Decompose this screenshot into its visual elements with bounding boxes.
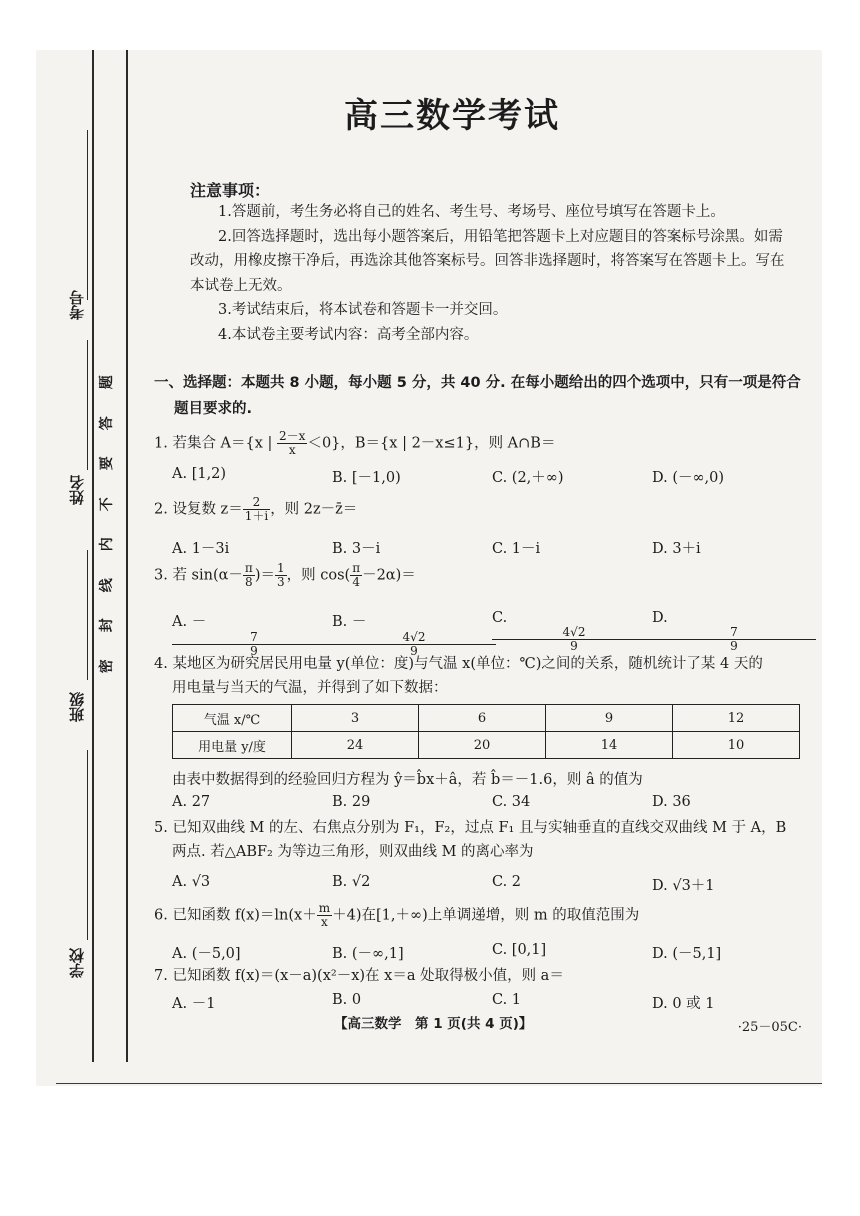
option-den: 9 bbox=[730, 639, 738, 653]
option: B. 3－i bbox=[332, 541, 381, 557]
xuexiao-blank bbox=[87, 750, 88, 940]
seal-char: 不 bbox=[98, 496, 115, 511]
bottom-rule bbox=[56, 1083, 822, 1084]
option-num: 7 bbox=[172, 631, 336, 645]
seal-char: 题 bbox=[98, 375, 115, 390]
banji-label: 班级 bbox=[68, 692, 86, 722]
q5-options bbox=[172, 874, 812, 895]
xuexiao-label: 学校 bbox=[68, 948, 86, 978]
q4-line: 4. 某地区为研究居民用电量 y(单位：度)与气温 x(单位：℃)之间的关系，随机统计了某 4 天的 bbox=[154, 656, 763, 672]
q5-line: 两点. 若△ABF₂ 为等边三角形，则双曲线 M 的离心率为 bbox=[172, 844, 534, 860]
xingming-blank bbox=[87, 340, 88, 470]
q3-num1: π bbox=[244, 561, 253, 575]
option: C. 34 bbox=[492, 794, 531, 810]
q6-fraction bbox=[317, 902, 332, 929]
question-7: 7. 已知函数 f(x)＝(x－a)(x²－x)在 x＝a 处取得极小值，则 a＝ bbox=[154, 968, 564, 984]
option-sign: C. bbox=[492, 610, 508, 626]
kaohao-label: 考号 bbox=[68, 290, 86, 320]
option bbox=[652, 610, 812, 658]
q3-mid: )＝ bbox=[254, 567, 275, 584]
seal-char: 内 bbox=[98, 537, 115, 552]
option: B. 29 bbox=[332, 794, 371, 810]
option-num: 4√2 bbox=[492, 626, 656, 640]
q2-post: ，则 2z－z̄＝ bbox=[270, 501, 358, 518]
table-cell: 24 bbox=[292, 732, 419, 759]
q3-den2: 3 bbox=[276, 575, 285, 589]
table-cell: 用电量 y/度 bbox=[173, 732, 292, 759]
notice-item: 1.答题前，考生务必将自己的姓名、考生号、考场号、座位号填写在答题卡上。 bbox=[218, 204, 725, 220]
option: A. [1,2) bbox=[172, 466, 227, 482]
option-fraction bbox=[492, 626, 652, 653]
option: D. 0 或 1 bbox=[652, 996, 715, 1012]
option: B. √2 bbox=[332, 874, 371, 890]
kaohao-blank bbox=[87, 130, 88, 300]
seal-line-text bbox=[98, 362, 126, 686]
margin-line-outer bbox=[92, 50, 94, 1062]
q3-num2: 1 bbox=[276, 561, 285, 575]
seal-char: 答 bbox=[98, 415, 115, 430]
q2-pre: 2. 设复数 z＝ bbox=[154, 501, 243, 518]
option: B. (－∞,1] bbox=[332, 946, 404, 962]
section-heading-line: 题目要求的. bbox=[174, 401, 253, 417]
q1-set-pre: {x | bbox=[245, 435, 273, 452]
question-2 bbox=[154, 496, 814, 523]
option-num: 4√2 bbox=[332, 631, 496, 645]
option bbox=[332, 610, 492, 658]
q3-post: －2α)＝ bbox=[362, 567, 416, 584]
notice-list bbox=[190, 200, 790, 347]
q3-den1: 8 bbox=[245, 575, 253, 589]
table-cell: 14 bbox=[546, 732, 673, 759]
option-sign: D. bbox=[652, 610, 668, 626]
option: A. (－5,0] bbox=[172, 946, 241, 962]
page-title: 高三数学考试 bbox=[344, 96, 560, 136]
q5-line: 5. 已知双曲线 M 的左、右焦点分别为 F₁，F₂，过点 F₁ 且与实轴垂直的直线交双曲线 M 于 A，B bbox=[154, 820, 787, 836]
q3-frac3 bbox=[350, 562, 362, 589]
option: C. 1－i bbox=[492, 541, 541, 557]
q1-post: ＜0}，B＝{x | 2－x≤1}，则 A∩B＝ bbox=[307, 435, 556, 452]
q3-den3: 4 bbox=[352, 575, 360, 589]
xingming-label: 姓名 bbox=[68, 475, 86, 505]
q6-pre: 6. 已知函数 f(x)＝ln(x＋ bbox=[154, 907, 317, 924]
q4-line: 由表中数据得到的经验回归方程为 ŷ＝b̂x＋â，若 b̂＝－1.6，则 â 的值为 bbox=[172, 772, 643, 788]
option-den: 9 bbox=[570, 639, 578, 653]
margin-line-inner bbox=[126, 50, 128, 1062]
q4-options bbox=[172, 794, 812, 810]
option bbox=[492, 610, 652, 658]
notice-item: 2.回答选择题时，选出每小题答案后，用铅笔把答题卡上对应题目的答案标号涂黑。如需改动，用橡皮擦干净后，再选涂其他答案标号。回答非选择题时，将答案写在答题卡上。写在本试卷上无效。 bbox=[190, 228, 785, 294]
q3-frac1 bbox=[243, 562, 255, 589]
table-cell: 9 bbox=[546, 705, 673, 732]
option: C. 1 bbox=[492, 992, 522, 1008]
option: A. 27 bbox=[172, 794, 211, 810]
option-sign: A. － bbox=[172, 614, 207, 630]
q1-pre: 1. 若集合 A＝ bbox=[154, 435, 246, 452]
q6-post: ＋4)在[1,＋∞)上单调递增，则 m 的取值范围为 bbox=[332, 907, 640, 924]
q3-mid2: ，则 cos( bbox=[286, 567, 351, 584]
table-row bbox=[173, 705, 800, 732]
q3-frac2 bbox=[275, 562, 287, 589]
option: A. √3 bbox=[172, 874, 211, 890]
q6-num: m bbox=[318, 901, 331, 915]
table-cell: 12 bbox=[673, 705, 800, 732]
q3-options bbox=[172, 610, 812, 658]
q1-options bbox=[172, 466, 812, 487]
table-cell: 10 bbox=[673, 732, 800, 759]
q3-pre: 3. 若 sin(α－ bbox=[154, 567, 243, 584]
option: C. [0,1] bbox=[492, 942, 547, 958]
table-row bbox=[173, 732, 800, 759]
exam-code: ·25－05C· bbox=[737, 1020, 802, 1035]
banji-blank bbox=[87, 550, 88, 680]
option-fraction bbox=[652, 626, 812, 653]
question-4 bbox=[154, 652, 814, 700]
option: D. (－5,1] bbox=[652, 946, 722, 962]
option-sign: B. － bbox=[332, 614, 367, 630]
option: C. 2 bbox=[492, 874, 522, 890]
seal-char: 要 bbox=[98, 456, 115, 471]
option-den: 9 bbox=[250, 644, 258, 658]
section-heading bbox=[154, 370, 814, 422]
option: B. [－1,0) bbox=[332, 470, 401, 486]
exam-sheet bbox=[36, 50, 822, 1086]
question-5 bbox=[154, 816, 814, 864]
option: D. 36 bbox=[652, 794, 691, 810]
question-3 bbox=[154, 562, 814, 589]
q1-den: x bbox=[288, 443, 296, 457]
seal-char: 密 bbox=[98, 658, 115, 673]
option: D. √3＋1 bbox=[652, 878, 715, 894]
q2-fraction bbox=[243, 496, 270, 523]
q3-num3: π bbox=[352, 561, 361, 575]
q4-line: 用电量与当天的气温，并得到了如下数据： bbox=[172, 680, 448, 696]
notice-item: 3.考试结束后，将本试卷和答题卡一并交回。 bbox=[218, 302, 508, 318]
q7-options bbox=[172, 992, 812, 1013]
section-heading-line: 一、选择题：本题共 8 小题，每小题 5 分，共 40 分. 在每小题给出的四个选项中，只有一项是符合 bbox=[154, 375, 801, 391]
seal-char: 线 bbox=[98, 577, 115, 592]
option-num: 7 bbox=[652, 626, 816, 640]
q1-num: 2－x bbox=[279, 429, 306, 443]
table-cell: 6 bbox=[419, 705, 546, 732]
option: D. (－∞,0) bbox=[652, 470, 725, 486]
seal-char: 封 bbox=[98, 618, 115, 633]
option-den: 9 bbox=[410, 644, 418, 658]
q1-fraction bbox=[277, 430, 307, 457]
q6-options bbox=[172, 942, 812, 963]
option: D. 3＋i bbox=[652, 541, 701, 557]
data-table bbox=[172, 704, 800, 759]
notice-item: 4.本试卷主要考试内容：高考全部内容。 bbox=[218, 326, 479, 343]
q2-num: 2 bbox=[243, 496, 270, 510]
option: A. －1 bbox=[172, 996, 216, 1012]
table-cell: 20 bbox=[419, 732, 546, 759]
option bbox=[172, 610, 332, 658]
option: B. 0 bbox=[332, 992, 362, 1008]
question-6 bbox=[154, 902, 814, 929]
question-1 bbox=[154, 430, 814, 457]
table-cell: 气温 x/℃ bbox=[173, 705, 292, 732]
q2-options bbox=[172, 537, 812, 558]
option: A. 1－3i bbox=[172, 541, 230, 557]
q6-den: x bbox=[321, 915, 328, 929]
table-cell: 3 bbox=[292, 705, 419, 732]
notice-heading: 注意事项： bbox=[190, 181, 271, 200]
page-footer: 【高三数学 第 1 页(共 4 页)】 bbox=[334, 1016, 533, 1032]
q2-den: 1＋i bbox=[244, 509, 269, 523]
option: C. (2,＋∞) bbox=[492, 470, 564, 486]
